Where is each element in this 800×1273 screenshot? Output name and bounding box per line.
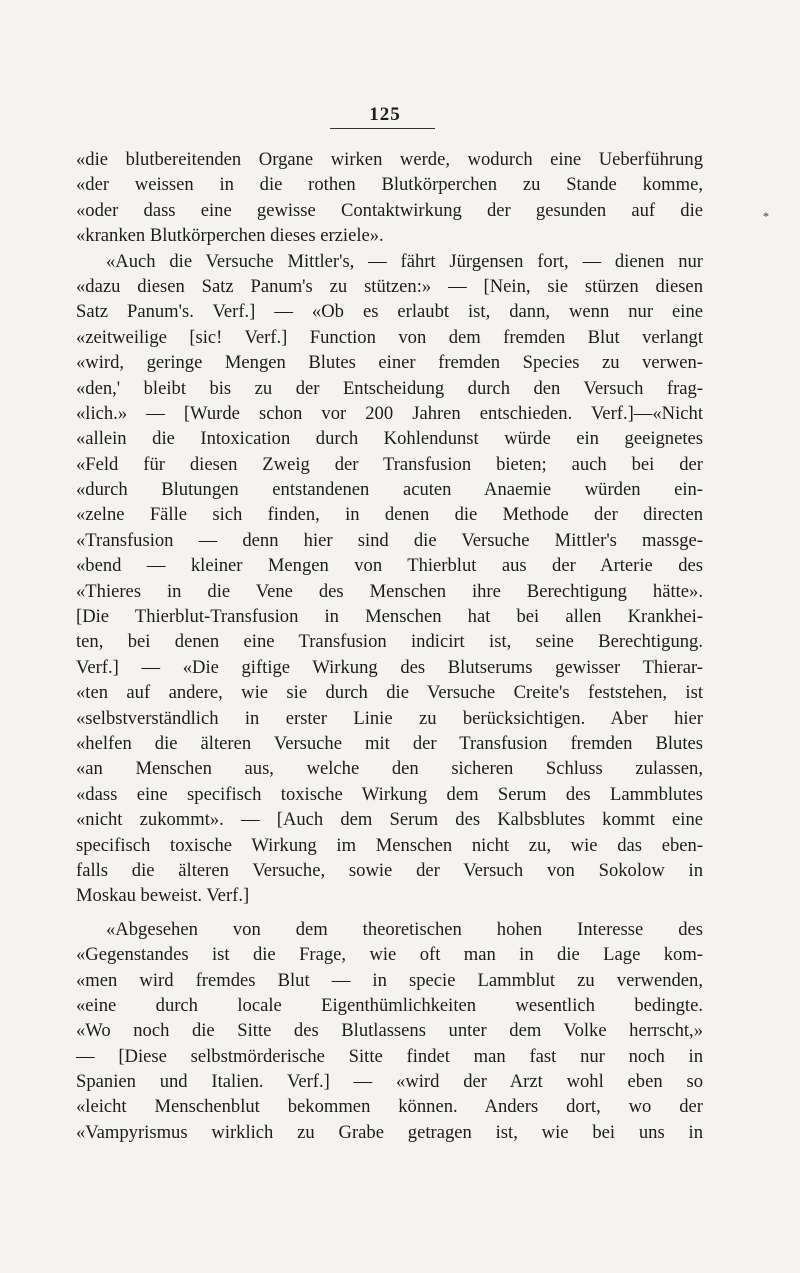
text-line: «eine durch locale Eigenthümlichkeiten wesentlich bedingte. [76,994,703,1016]
text-line: «ten auf andere, wie sie durch die Versuche Creite's feststehen, ist [76,682,703,704]
text-line: «dazu diesen Satz Panum's zu stützen:» — [Nein, sie stürzen diesen [76,275,703,297]
text-line: «der weissen in die rothen Blutkörperchen zu Stande komme, [76,174,703,196]
text-line: «leicht Menschenblut bekommen können. Anders dort, wo der [76,1096,703,1118]
header-rule [330,128,435,129]
text-line: «kranken Blutkörperchen dieses erziele». [76,225,384,247]
text-line: falls die älteren Versuche, sowie der Versuch von Sokolow in [76,859,703,881]
text-line: Spanien und Italien. Verf.] — «wird der Arzt wohl eben so [76,1071,703,1093]
text-line: «nicht zukommt». — [Auch dem Serum des Kalbsblutes kommt eine [76,809,703,831]
text-line: Moskau beweist. Verf.] [76,885,250,907]
text-line: «Transfusion — denn hier sind die Versuche Mittler's massge- [76,529,703,551]
body-text [76,147,703,1145]
text-line: «oder dass eine gewisse Contaktwirkung der gesunden auf die [76,199,703,221]
text-line: «wird, geringe Mengen Blutes einer fremden Species zu verwen- [76,352,703,374]
text-line: «zelne Fälle sich finden, in denen die Methode der directen [76,504,703,526]
text-line: «zeitweilige [sic! Verf.] Function von dem fremden Blut verlangt [76,326,703,348]
text-line: «lich.» — [Wurde schon vor 200 Jahren entschieden. Verf.]—«Nicht [76,402,703,424]
text-line: «Thieres in die Vene des Menschen ihre Berechtigung hätte». [76,580,703,602]
text-line: «dass eine specifisch toxische Wirkung dem Serum des Lammblutes [76,783,703,805]
text-line: «Gegenstandes ist die Frage, wie oft man in die Lage kom- [76,944,703,966]
text-line: «selbstverständlich in erster Linie zu berücksichtigen. Aber hier [76,707,703,729]
text-line: «bend — kleiner Mengen von Thierblut aus der Arterie des [76,555,703,577]
text-line: «Abgesehen von dem theoretischen hohen Interesse des [106,918,703,940]
paragraph-gap [76,909,703,917]
text-line: «allein die Intoxication durch Kohlendunst würde ein geeignetes [76,428,703,450]
text-line: «Feld für diesen Zweig der Transfusion bieten; auch bei der [76,453,703,475]
text-line: «Auch die Versuche Mittler's, — fährt Jürgensen fort, — dienen nur [106,250,703,272]
text-line: Satz Panum's. Verf.] — «Ob es erlaubt ist, dann, wenn nur eine [76,301,703,323]
text-line: ten, bei denen eine Transfusion indicirt ist, seine Berechtigung. [76,631,703,653]
text-line: «durch Blutungen entstandenen acuten Anaemie würden ein- [76,479,703,501]
text-line: «Wo noch die Sitte des Blutlassens unter dem Volke herrscht,» [76,1020,703,1042]
text-line: «die blutbereitenden Organe wirken werde, wodurch eine Ueberführung [76,149,703,170]
margin-mark: * [763,209,769,223]
text-line: «men wird fremdes Blut — in specie Lammblut zu verwenden, [76,969,703,991]
text-line: specifisch toxische Wirkung im Menschen nicht zu, wie das eben- [76,834,703,856]
text-line: «den,' bleibt bis zu der Entscheidung durch den Versuch frag- [76,377,703,399]
page-number: 125 [369,104,401,125]
text-line: [Die Thierblut-Transfusion in Menschen hat bei allen Krankhei- [76,606,703,628]
text-line: «Vampyrismus wirklich zu Grabe getragen ist, wie bei uns in [76,1121,703,1143]
text-line: Verf.] — «Die giftige Wirkung des Blutserums gewisser Thierar- [76,656,703,678]
text-line: — [Diese selbstmörderische Sitte findet man fast nur noch in [76,1045,703,1067]
text-line: «an Menschen aus, welche den sicheren Schluss zulassen, [76,758,703,780]
text-line: «helfen die älteren Versuche mit der Transfusion fremden Blutes [76,732,703,754]
